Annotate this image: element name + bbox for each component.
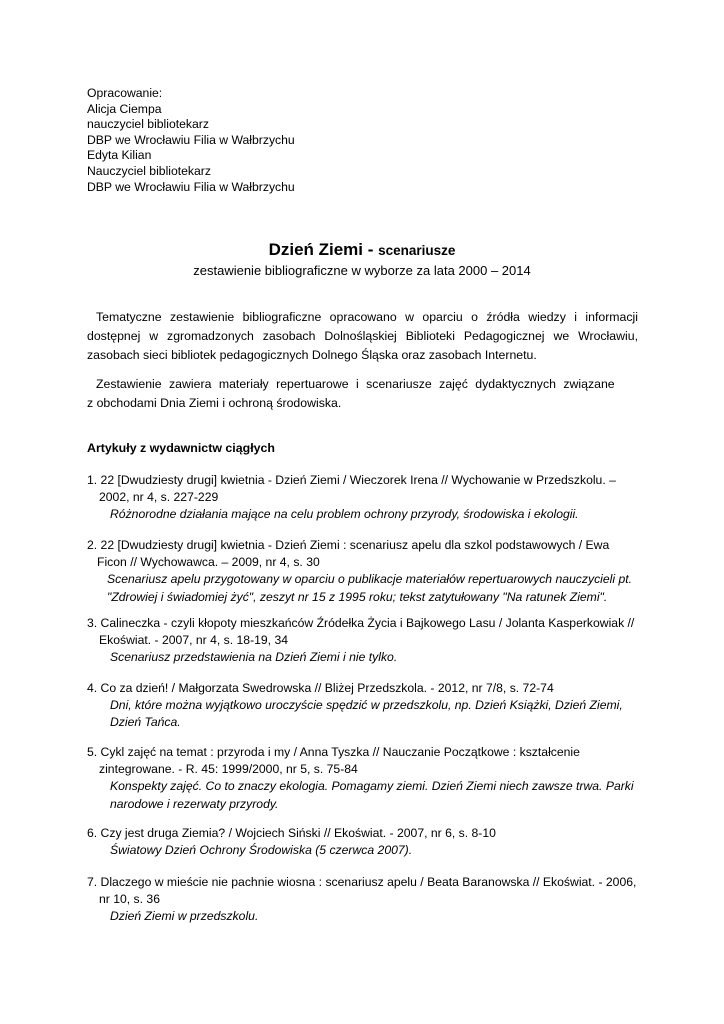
entry-line: 4. Co za dzień! / Małgorzata Swedrowska // Bliżej Przedszkola. - 2012, nr 7/8, s. 72-74 xyxy=(87,681,554,695)
entry-line: nr 10, s. 36 xyxy=(99,892,160,907)
bibliography-entry xyxy=(87,537,647,606)
author-line: DBP we Wrocławiu Filia w Wałbrzychu xyxy=(87,179,295,194)
author-line: Alicja Ciempa xyxy=(87,101,162,116)
intro-p2-line2: z obchodami Dnia Ziemi i ochroną środowiska. xyxy=(87,396,342,410)
entry-line: zintegrowane. - R. 45: 1999/2000, nr 5, s. 75-84 xyxy=(99,762,358,777)
bibliography-entry xyxy=(87,680,647,732)
entry-line: 7. Dlaczego w mieście nie pachnie wiosna : scenariusz apelu / Beata Baranowska // Ekoświat. - 2006, xyxy=(87,875,637,889)
title-suffix: scenariusze xyxy=(378,243,456,258)
bibliography-entry xyxy=(87,615,647,667)
entry-annotation: narodowe i rezerwaty przyrody. xyxy=(110,796,279,811)
bibliography-entry xyxy=(87,825,647,859)
intro-paragraph-1: Tematyczne zestawienie bibliograficzne opracowano w oparciu o źródła wiedzy i informacji dostępnej w zgromadzonych zasobach Dolnośląskiej Biblioteki Pedagogicznej we Wrocławiu, zasobach sieci bibliotek pedagogicznych Dolnego Śląska oraz zasobach Internetu. xyxy=(87,310,638,362)
intro-p2-line1: Zestawienie zawiera materiały repertuarowe i scenariusze zajęć dydaktycznych związane xyxy=(96,377,615,391)
entry-annotation: Różnorodne działania mające na celu problem ochrony przyrody, środowiska i ekologii. xyxy=(110,507,579,522)
author-line: Edyta Kilian xyxy=(87,148,152,163)
entry-line: 3. Calineczka - czyli kłopoty mieszkańców Źródełka Życia i Bajkowego Lasu / Jolanta Kasperkowiak // xyxy=(87,616,635,630)
author-line: Opracowanie: xyxy=(87,86,163,100)
entry-line: 1. 22 [Dwudziesty drugi] kwietnia - Dzień Ziemi / Wieczorek Irena // Wychowanie w Przedszkolu. – xyxy=(87,473,616,487)
entry-line: 2. 22 [Dwudziesty drugi] kwietnia - Dzień Ziemi : scenariusz apelu dla szkol podstawowych / Ewa xyxy=(87,538,610,552)
entry-annotation: Scenariusz przedstawienia na Dzień Ziemi i nie tylko. xyxy=(110,650,398,665)
bibliography-entry xyxy=(87,744,647,813)
entry-annotation: Scenariusz apelu przygotowany w oparciu o publikacje materiałów repertuarowych nauczycieli pt. xyxy=(107,572,633,587)
bibliography-entry xyxy=(87,874,647,926)
bibliography-entry xyxy=(87,472,647,524)
title-text: Dzień Ziemi - xyxy=(268,240,379,259)
author-line: Nauczyciel bibliotekarz xyxy=(87,163,211,178)
entry-line: 2002, nr 4, s. 227-229 xyxy=(99,490,219,505)
intro-paragraph-2 xyxy=(87,375,647,413)
entry-annotation: Dni, które można wyjątkowo uroczyście spędzić w przedszkolu, np. Dzień Książki, Dzień Ziemi, xyxy=(110,698,623,713)
author-block xyxy=(87,86,295,195)
entry-annotation: Dzień Ziemi w przedszkolu. xyxy=(110,909,259,924)
entry-line: Ficon // Wychowawca. – 2009, nr 4, s. 30 xyxy=(97,555,320,570)
title-subtitle: zestawienie bibliograficzne w wyborze za lata 2000 – 2014 xyxy=(193,263,531,278)
entry-line: Ekoświat. - 2007, nr 4, s. 18-19, 34 xyxy=(99,633,289,648)
title-main xyxy=(0,240,724,261)
author-line: nauczyciel bibliotekarz xyxy=(87,117,209,132)
entry-annotation: Konspekty zajęć. Co to znaczy ekologia. Pomagamy ziemi. Dzień Ziemi niech zawsze trwa. Parki xyxy=(110,779,634,794)
entry-annotation: Dzień Tańca. xyxy=(110,715,181,730)
entry-annotation: Światowy Dzień Ochrony Środowiska (5 czerwca 2007). xyxy=(110,843,413,858)
entry-annotation: "Zdrowiej i świadomiej żyć", zeszyt nr 15 z 1995 roku; tekst zatytułowany "Na ratunek Ziemi". xyxy=(107,589,608,604)
document-title xyxy=(0,240,724,279)
entry-line: 5. Cykl zajęć na temat : przyroda i my / Anna Tyszka // Nauczanie Początkowe : kształcenie xyxy=(87,745,580,759)
section-heading: Artykuły z wydawnictw ciągłych xyxy=(87,441,275,455)
entry-line: 6. Czy jest druga Ziemia? / Wojciech Siński // Ekoświat. - 2007, nr 6, s. 8-10 xyxy=(87,826,496,840)
author-line: DBP we Wrocławiu Filia w Wałbrzychu xyxy=(87,132,295,147)
